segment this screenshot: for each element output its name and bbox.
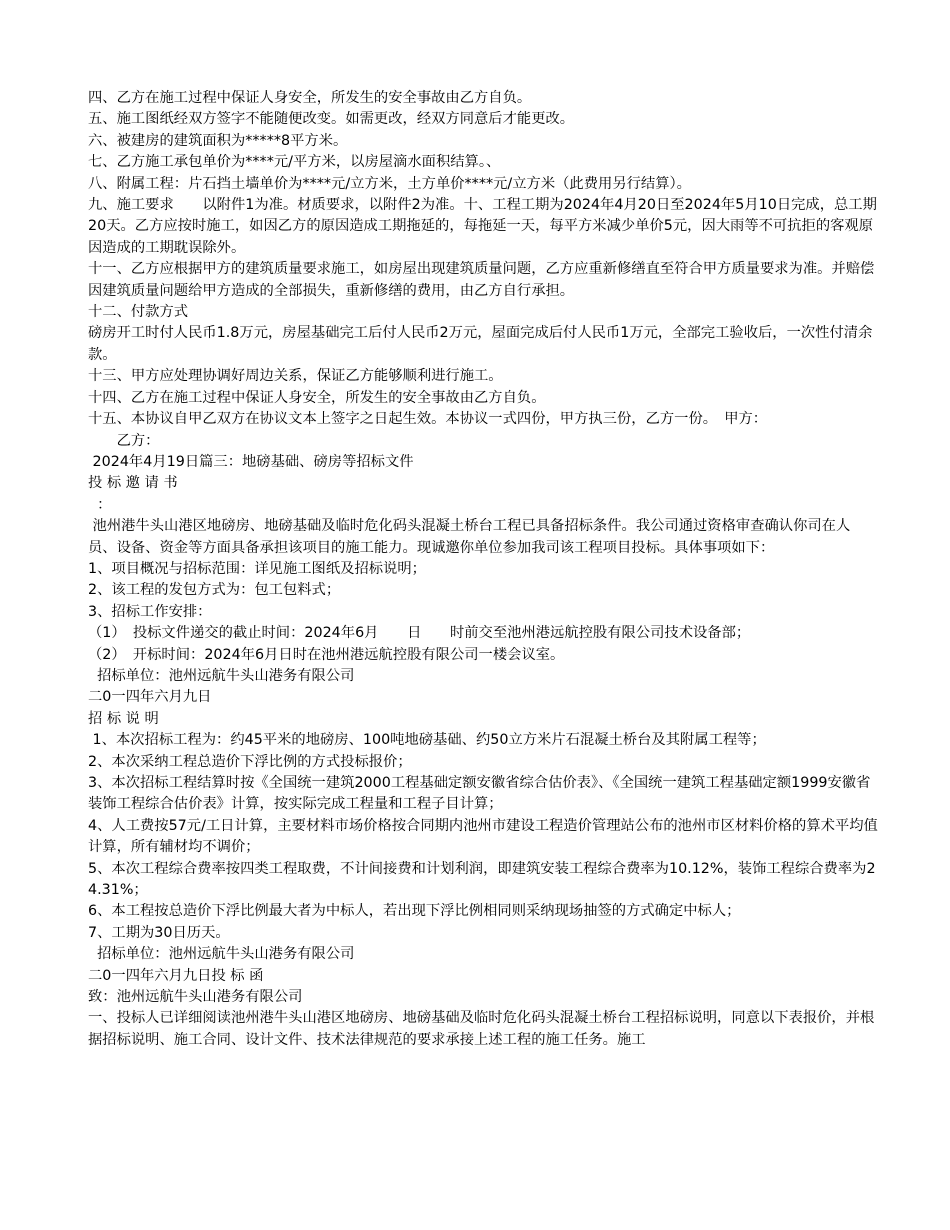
- bid-letter-item-1: 一、投标人已详细阅读池州港牛头山港区地磅房、地磅基础及临时危化码头混凝土桥台工程招标说明，同意以下表报价，并根据招标说明、施工合同、设计文件、技术法律规范的要求承接上述工程的施工任务。施工: [88, 1010, 875, 1048]
- clause-8: 八、附属工程：片石挡土墙单价为****元/立方米，土方单价****元/立方米（此费用另行结算）。: [88, 175, 691, 192]
- instruction-7: 7、工期为30日历天。: [88, 924, 230, 941]
- clause-9-10: 九、施工要求 以附件1为准。材质要求，以附件2为准。十、工程工期为2024年4月20日至2024年5月10日完成，总工期20天。乙方应按时施工，如因乙方的原因造成工期拖延的，每拖延一天，每平方米减少单价5元，因大雨等不可抗拒的客观原因造成的工期耽误除外。: [88, 197, 877, 256]
- clause-6: 六、被建房的建筑面积为*****8平方米。: [88, 132, 348, 149]
- schedule-deadline: （1） 投标文件递交的截止时间：2024年6月 日 时前交至池州港远航控股有限公司技术设备部；: [88, 625, 751, 642]
- bid-letter-addressee: 致：池州远航牛头山港务有限公司: [88, 989, 303, 1006]
- invitation-title: 投 标 邀 请 书: [88, 475, 178, 492]
- instruction-1: 1、本次招标工程为：约45平米的地磅房、100吨地磅基础、约50立方米片石混凝土桥台及其附属工程等；: [88, 732, 766, 749]
- invitation-item-2: 2、该工程的发包方式为：包工包料式；: [88, 582, 341, 599]
- schedule-opening: （2） 开标时间：2024年6月日时在池州港远航控股有限公司一楼会议室。: [88, 646, 565, 663]
- invitation-item-1: 1、项目概况与招标范围：详见施工图纸及招标说明；: [88, 560, 426, 577]
- instruction-3: 3、本次招标工程结算时按《全国统一建筑2000工程基础定额安徽省综合估价表》、《全国统一建筑工程基础定额1999安徽省装饰工程综合估价表》计算，按实际完成工程量和工程子目计算；: [88, 775, 871, 813]
- instructions-issuer: 招标单位：池州远航牛头山港务有限公司: [88, 946, 355, 963]
- clause-5: 五、施工图纸经双方签字不能随便改变。如需更改，经双方同意后才能更改。: [88, 111, 575, 128]
- clause-7: 七、乙方施工承包单价为****元/平方米，以房屋滴水面积结算。、: [88, 154, 501, 171]
- clause-12-heading: 十二、付款方式: [88, 304, 189, 321]
- clause-12-body: 磅房开工时付人民币1.8万元，房屋基础完工后付人民币2万元，屋面完成后付人民币1万元，全部完工验收后，一次性付清余款。: [88, 325, 873, 363]
- clause-4: 四、乙方在施工过程中保证人身安全，所发生的安全事故由乙方自负。: [88, 90, 532, 106]
- invitation-addressee: ：: [88, 496, 112, 513]
- invitation-item-3: 3、招标工作安排：: [88, 603, 212, 620]
- clause-13: 十三、甲方应处理协调好周边关系，保证乙方能够顺利进行施工。: [88, 368, 503, 385]
- invitation-intro: 池州港牛头山港区地磅房、地磅基础及临时危化码头混凝土桥台工程已具备招标条件。我公司通过资格审查确认你司在人员、设备、资金等方面具备承担该项目的施工能力。现诚邀你单位参加我司该工程项目投标。具体事项如下：: [88, 518, 851, 556]
- clause-14: 十四、乙方在施工过程中保证人身安全，所发生的安全事故由乙方自负。: [88, 389, 546, 406]
- invitation-date: 二0一四年六月九日: [88, 689, 212, 706]
- instruction-5: 5、本次工程综合费率按四类工程取费，不计间接费和计划利润，即建筑安装工程综合费率为10.12%，装饰工程综合费率为24.31%；: [88, 860, 876, 899]
- instructions-title: 招 标 说 明: [88, 710, 159, 727]
- instruction-4: 4、人工费按57元/工日计算，主要材料市场价格按合同期内池州市建设工程造价管理站公布的池州市区材料价格的算术平均值计算，所有辅材均不调价；: [88, 817, 878, 856]
- clause-11: 十一、乙方应根据甲方的建筑质量要求施工，如房屋出现建筑质量问题，乙方应重新修缮直至符合甲方质量要求为准。并赔偿因建筑质量问题给甲方造成的全部损失，重新修缮的费用，由乙方自行承担。: [88, 261, 875, 299]
- document-body: [88, 88, 878, 1051]
- signature-party-b: 乙方：: [88, 432, 160, 449]
- instruction-2: 2、本次采纳工程总造价下浮比例的方式投标报价；: [88, 753, 412, 770]
- instruction-6: 6、本工程按总造价下浮比例最大者为中标人，若出现下浮比例相同则采纳现场抽签的方式确定中标人；: [88, 903, 741, 920]
- clause-15: 十五、本协议自甲乙双方在协议文本上签字之日起生效。本协议一式四份，甲方执三份，乙方一份。 甲方：: [88, 411, 768, 428]
- date-and-section-title: 2024年4月19日篇三：地磅基础、磅房等招标文件: [88, 453, 414, 470]
- invitation-issuer: 招标单位：池州远航牛头山港务有限公司: [88, 667, 355, 684]
- instructions-date-and-bid-letter-title: 二0一四年六月九日投 标 函: [88, 967, 264, 984]
